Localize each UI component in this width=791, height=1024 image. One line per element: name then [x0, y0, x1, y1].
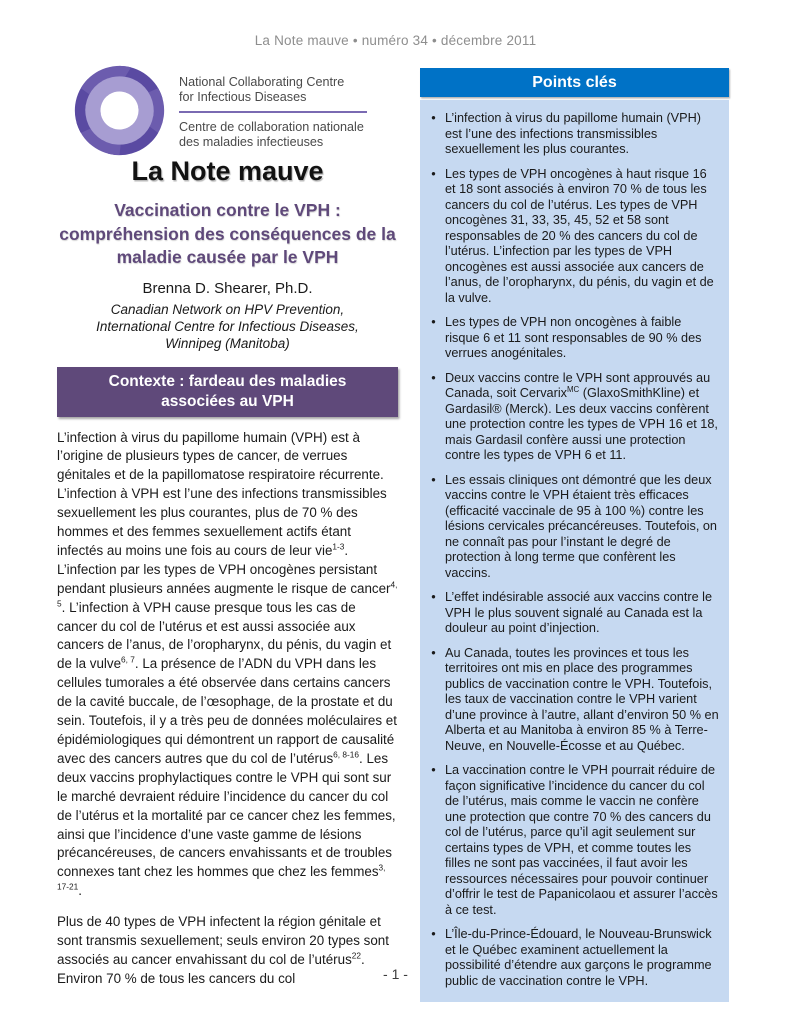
logo-name-fr-line1: Centre de collaboration nationale	[179, 120, 364, 135]
bullet-icon: •	[431, 370, 436, 385]
affiliation-line: International Centre for Infectious Diseases,	[96, 318, 359, 334]
author-name: Brenna D. Shearer, Ph.D.	[142, 279, 313, 297]
key-point-item	[429, 473, 719, 582]
main-column	[57, 156, 398, 989]
key-points-title: Points clés	[420, 68, 729, 97]
key-point-text: Deux vaccins contre le VPH sont approuvés au Canada, soit Cervarix$^{MC}$ (GlaxoSmithKline) et Gardasil® (Merck). Les deux vaccins confèrent une protection contre les types de VPH 16 et 18, mais Gardasil confère aussi une protection contre les types de VPH 6 et 11.	[445, 370, 718, 462]
body-paragraph-1: L’infection à virus du papillome humain (VPH) est à l’origine de plusieurs types de cancer, de verrues génitales et de la papillomatose respiratoire récurrente. L’infection à VPH est l’une des infections transmissibles sexuellement les plus courantes, plus de 70 % des hommes et des femmes sexuellement actifs étant infectés au moins une fois au cours de leur vie$^{1-3}$. L’infection par les types de VPH oncogènes persistant pendant plusieurs années augmente le risque de cancer$^{4, 5}$. L’infection à VPH cause presque tous les cas de cancer du col de l’utérus et est aussi associée aux cancers de l’anus, de l’oropharynx, du pénis, du vagin et de la vulve$^{6, 7}$. La présence de l’ADN du VPH dans les cellules tumorales a été observée dans certains cancers de la cavité buccale, de l’œsophage, de la prostate et du sein. Toutefois, il y a très peu de données moléculaires et épidémiologiques qui démontrent un rapport de causalité avec des cancers autres que du col de l’utérus$^{6, 8-16}$. Les deux vaccins prophylactiques contre le VPH qui sont sur le marché devraient réduire l’incidence du cancer du col de l’utérus et la mortalité par ce cancer chez les femmes, ainsi que l’incidence d’une vaste gamme de lésions précancéreuses, de cancers envahissants et de troubles connexes tant chez les hommes que chez les femmes$^{3, 17-21}$.	[57, 429, 398, 899]
bullet-icon: •	[431, 315, 436, 329]
key-point-text: Au Canada, toutes les provinces et tous les territoires ont mis en place des programmes publics de vaccination contre le VPH. Toutefois, les taux de vaccination contre le VPH varient d’une province à l’autre, allant d’environ 50 % en Alberta et au Manitoba à environ 85 % à Terre-Neuve, en Nouvelle-Écosse et au Québec.	[445, 645, 719, 753]
nccid-swirl-icon	[72, 63, 167, 158]
key-point-text: L’effet indésirable associé aux vaccins contre le VPH le plus souvent signalé au Canada est la douleur au point d’injection.	[445, 590, 713, 635]
logo-name-fr-line2: des maladies infectieuses	[179, 134, 324, 149]
key-point-item	[429, 371, 719, 464]
logo-text	[179, 63, 367, 149]
article-title: Vaccination contre le VPH : compréhension des conséquences de la maladie causée par le VPH	[59, 200, 396, 267]
logo-divider	[179, 111, 367, 113]
running-header: La Note mauve • numéro 34 • décembre 2011	[254, 33, 537, 48]
key-points-panel	[420, 68, 729, 1002]
affiliation-line: Canadian Network on HPV Prevention,	[110, 301, 345, 317]
key-point-text: L’Île-du-Prince-Édouard, le Nouveau-Brunswick et le Québec examinent actuellement la possibilité d’étendre aux garçons le programme public de vaccination contre le VPH.	[445, 927, 712, 988]
key-point-text: Les essais cliniques ont démontré que les deux vaccins contre le VPH étaient très efficaces (efficacité vaccinale de 95 à 100 %) contre les lésions cervicales précancéreuses. Toutefois, on ne connaît pas pour l’instant le degré de protection à long terme que confèrent les vaccins.	[445, 472, 717, 580]
section-heading-banner	[57, 367, 398, 417]
key-points-body	[420, 100, 729, 1002]
key-points-list	[429, 111, 719, 989]
bullet-icon: •	[431, 472, 436, 487]
affiliation-line: Winnipeg (Manitoba)	[165, 335, 290, 351]
section-heading-text: Contexte : fardeau des maladies associées au VPH	[108, 372, 347, 410]
key-point-item	[429, 315, 719, 362]
key-point-text: Les types de VPH non oncogènes à faible risque 6 et 11 sont responsables de 90 % des verrues anogénitales.	[445, 315, 702, 360]
logo-name-en-line1: National Collaborating Centre	[179, 75, 345, 89]
bullet-icon: •	[431, 927, 436, 941]
nccid-logo	[72, 63, 367, 158]
author-affiliation	[57, 301, 398, 352]
key-point-item	[429, 646, 719, 755]
page-number: - 1 -	[383, 966, 408, 982]
article-body	[57, 429, 398, 989]
bullet-icon: •	[431, 111, 436, 125]
key-point-text: La vaccination contre le VPH pourrait réduire de façon significative l’incidence du cancer du col de l’utérus, mais comme le vaccin ne confère une protection que contre 70 % des cancers du col de l’utérus, parce qu’il agit seulement sur certains types de VPH, et comme toutes les filles ne sont pas vaccinées, il faut avoir les ressources nécessaires pour pouvoir continuer d’offrir le test de Papanicolaou et assurer l’accès à ce test.	[445, 763, 718, 917]
bullet-icon: •	[431, 166, 436, 181]
key-point-item	[429, 763, 719, 918]
body-paragraph-2: Plus de 40 types de VPH infectent la région génitale et sont transmis sexuellement; seuls environ 20 types sont associés au cancer envahissant du col de l’utérus$^{22}$. Environ 70 % de tous les cancers du col	[57, 914, 389, 986]
key-point-item	[429, 111, 719, 158]
bullet-icon: •	[431, 763, 436, 777]
newsletter-title: La Note mauve	[131, 156, 324, 186]
key-point-item	[429, 590, 719, 637]
bullet-icon: •	[431, 590, 436, 604]
key-point-text: L’infection à virus du papillome humain (VPH) est l’une des infections transmissibles sexuellement les plus courantes.	[445, 111, 701, 156]
key-point-text: Les types de VPH oncogènes à haut risque 16 et 18 sont associés à environ 70 % de tous les cancers du col de l’utérus. Les types de VPH oncogènes 31, 33, 35, 45, 52 et 58 sont responsables de 20 % des cancers du col de l’utérus. L’infection par les types de VPH oncogènes est aussi associée aux cancers de l’anus, de l’oropharynx, du pénis, du vagin et de la vulve.	[445, 166, 714, 305]
bullet-icon: •	[431, 645, 436, 660]
key-point-item	[429, 167, 719, 307]
logo-name-en-line2: for Infectious Diseases	[179, 89, 307, 104]
